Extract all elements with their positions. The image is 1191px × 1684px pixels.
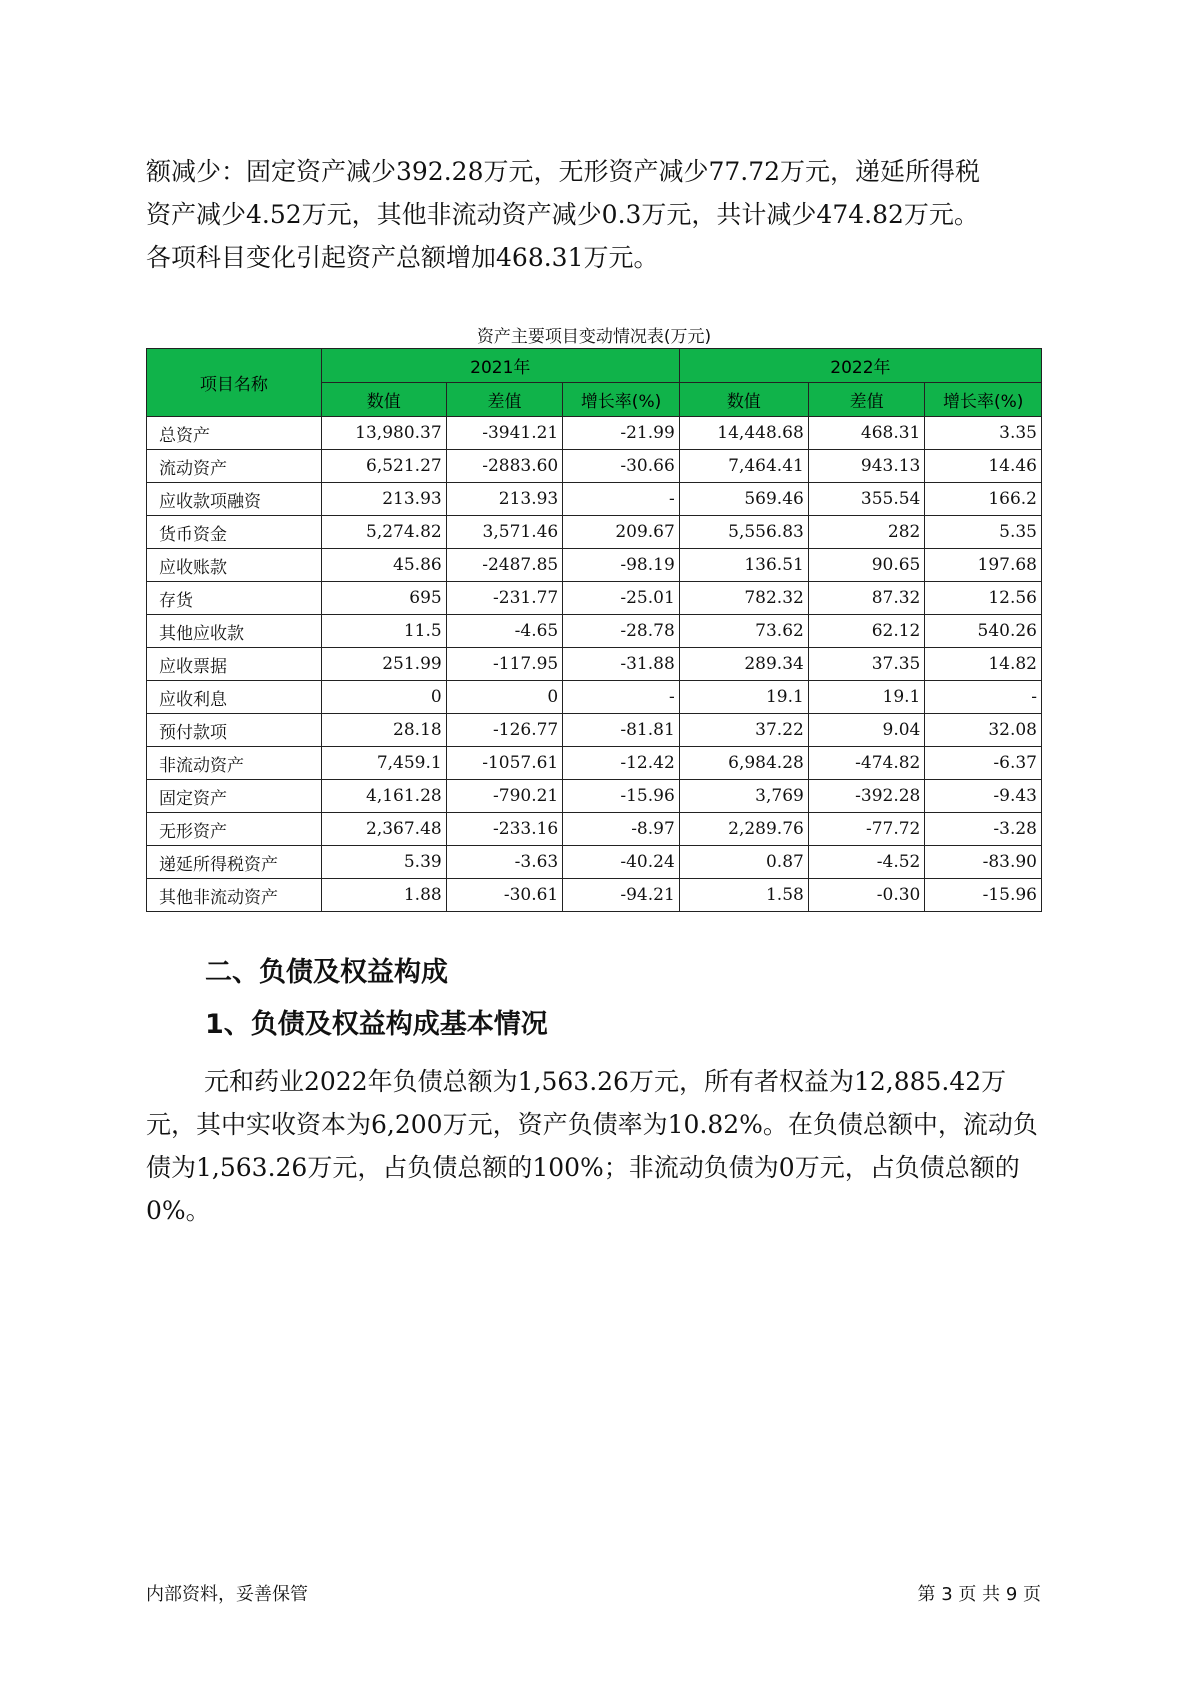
footer-page-number: 第 3 页 共 9 页 (917, 1584, 1041, 1605)
table-row (147, 516, 1042, 549)
row-value-cell: -83.90 (925, 846, 1042, 879)
header-diff-2022: 差值 (808, 383, 925, 417)
row-value-cell: 3,571.46 (446, 516, 563, 549)
row-item-name: 无形资产 (147, 813, 322, 846)
row-value-cell: 19.1 (679, 681, 808, 714)
row-value-cell: 0 (446, 681, 563, 714)
row-value-cell: 9.04 (808, 714, 925, 747)
row-value-cell: -98.19 (563, 549, 680, 582)
row-value-cell: 0 (321, 681, 446, 714)
row-value-cell: -40.24 (563, 846, 680, 879)
row-value-cell: 37.35 (808, 648, 925, 681)
row-value-cell: -3.28 (925, 813, 1042, 846)
intro-paragraph (146, 150, 1046, 279)
row-value-cell: -3941.21 (446, 417, 563, 450)
table-row (147, 483, 1042, 516)
table-row (147, 714, 1042, 747)
row-value-cell: 2,289.76 (679, 813, 808, 846)
table-row (147, 615, 1042, 648)
row-value-cell: -117.95 (446, 648, 563, 681)
row-value-cell: 213.93 (446, 483, 563, 516)
row-value-cell: -8.97 (563, 813, 680, 846)
row-item-name: 应收款项融资 (147, 483, 322, 516)
row-value-cell: -0.30 (808, 879, 925, 912)
row-value-cell: - (925, 681, 1042, 714)
header-year-2022: 2022年 (679, 349, 1041, 383)
row-value-cell: 19.1 (808, 681, 925, 714)
row-value-cell: 569.46 (679, 483, 808, 516)
header-item-name: 项目名称 (147, 349, 322, 417)
row-value-cell: 289.34 (679, 648, 808, 681)
row-value-cell: 45.86 (321, 549, 446, 582)
row-value-cell: -4.52 (808, 846, 925, 879)
table-row (147, 879, 1042, 912)
row-value-cell: 6,521.27 (321, 450, 446, 483)
asset-change-table (146, 348, 1042, 912)
row-value-cell: -392.28 (808, 780, 925, 813)
row-item-name: 存货 (147, 582, 322, 615)
row-value-cell: -790.21 (446, 780, 563, 813)
row-item-name: 货币资金 (147, 516, 322, 549)
row-value-cell: 695 (321, 582, 446, 615)
row-value-cell: -4.65 (446, 615, 563, 648)
row-value-cell: -3.63 (446, 846, 563, 879)
row-item-name: 预付款项 (147, 714, 322, 747)
row-value-cell: 943.13 (808, 450, 925, 483)
table-row (147, 747, 1042, 780)
row-value-cell: -28.78 (563, 615, 680, 648)
row-value-cell: - (563, 681, 680, 714)
row-value-cell: 1.88 (321, 879, 446, 912)
table-row (147, 582, 1042, 615)
row-value-cell: 14.82 (925, 648, 1042, 681)
section-title: 二、负债及权益构成 (205, 957, 448, 988)
row-value-cell: -231.77 (446, 582, 563, 615)
row-value-cell: 4,161.28 (321, 780, 446, 813)
row-value-cell: 5.39 (321, 846, 446, 879)
table-row (147, 846, 1042, 879)
row-value-cell: 782.32 (679, 582, 808, 615)
row-value-cell: 0.87 (679, 846, 808, 879)
row-value-cell: -94.21 (563, 879, 680, 912)
table-row (147, 417, 1042, 450)
row-value-cell: 62.12 (808, 615, 925, 648)
row-value-cell: 13,980.37 (321, 417, 446, 450)
row-value-cell: -30.61 (446, 879, 563, 912)
row-value-cell: 28.18 (321, 714, 446, 747)
row-item-name: 递延所得税资产 (147, 846, 322, 879)
row-value-cell: 197.68 (925, 549, 1042, 582)
row-value-cell: 32.08 (925, 714, 1042, 747)
row-value-cell: -126.77 (446, 714, 563, 747)
table-row (147, 648, 1042, 681)
row-value-cell: -21.99 (563, 417, 680, 450)
row-item-name: 其他应收款 (147, 615, 322, 648)
row-value-cell: 3,769 (679, 780, 808, 813)
row-value-cell: -81.81 (563, 714, 680, 747)
header-year-2021: 2021年 (321, 349, 679, 383)
row-value-cell: 6,984.28 (679, 747, 808, 780)
table-row (147, 549, 1042, 582)
header-value-2022: 数值 (679, 383, 808, 417)
row-value-cell: -2487.85 (446, 549, 563, 582)
header-value-2021: 数值 (321, 383, 446, 417)
table-row (147, 681, 1042, 714)
table-row (147, 813, 1042, 846)
intro-line-3: 各项科目变化引起资产总额增加468.31万元。 (146, 243, 659, 272)
row-value-cell: 136.51 (679, 549, 808, 582)
row-value-cell: - (563, 483, 680, 516)
row-item-name: 非流动资产 (147, 747, 322, 780)
row-value-cell: -12.42 (563, 747, 680, 780)
row-value-cell: -77.72 (808, 813, 925, 846)
footer-confidential-note: 内部资料，妥善保管 (146, 1584, 308, 1605)
row-value-cell: -15.96 (563, 780, 680, 813)
row-value-cell: 73.62 (679, 615, 808, 648)
row-value-cell: -31.88 (563, 648, 680, 681)
row-value-cell: 3.35 (925, 417, 1042, 450)
table-row (147, 450, 1042, 483)
header-diff-2021: 差值 (446, 383, 563, 417)
row-value-cell: 282 (808, 516, 925, 549)
row-item-name: 其他非流动资产 (147, 879, 322, 912)
header-growth-2021: 增长率(%) (563, 383, 680, 417)
row-value-cell: 5,274.82 (321, 516, 446, 549)
row-value-cell: 7,464.41 (679, 450, 808, 483)
table-body (147, 417, 1042, 912)
intro-line-1: 额减少：固定资产减少392.28万元，无形资产减少77.72万元，递延所得税 (146, 157, 981, 186)
row-item-name: 应收票据 (147, 648, 322, 681)
row-value-cell: 355.54 (808, 483, 925, 516)
row-value-cell: -15.96 (925, 879, 1042, 912)
row-value-cell: -9.43 (925, 780, 1042, 813)
row-value-cell: 14.46 (925, 450, 1042, 483)
row-item-name: 应收利息 (147, 681, 322, 714)
row-value-cell: 11.5 (321, 615, 446, 648)
row-value-cell: 37.22 (679, 714, 808, 747)
row-value-cell: 1.58 (679, 879, 808, 912)
row-value-cell: -6.37 (925, 747, 1042, 780)
row-item-name: 总资产 (147, 417, 322, 450)
row-value-cell: -1057.61 (446, 747, 563, 780)
row-value-cell: -2883.60 (446, 450, 563, 483)
row-value-cell: -30.66 (563, 450, 680, 483)
row-value-cell: -25.01 (563, 582, 680, 615)
row-value-cell: 5,556.83 (679, 516, 808, 549)
liability-paragraph: 元和药业2022年负债总额为1,563.26万元，所有者权益为12,885.42万元，其中实收资本为6,200万元，资产负债率为10.82%。在负债总额中，流动负债为1,563.26万元，占负债总额的100%；非流动负债为0万元，占负债总额的0%。 (146, 1067, 1038, 1225)
table-row (147, 780, 1042, 813)
row-item-name: 固定资产 (147, 780, 322, 813)
row-value-cell: 540.26 (925, 615, 1042, 648)
row-value-cell: 5.35 (925, 516, 1042, 549)
row-value-cell: -474.82 (808, 747, 925, 780)
row-value-cell: 7,459.1 (321, 747, 446, 780)
row-value-cell: 213.93 (321, 483, 446, 516)
row-value-cell: 468.31 (808, 417, 925, 450)
row-value-cell: 14,448.68 (679, 417, 808, 450)
header-growth-2022: 增长率(%) (925, 383, 1042, 417)
row-value-cell: 90.65 (808, 549, 925, 582)
row-value-cell: 12.56 (925, 582, 1042, 615)
subsection-title: 1、负债及权益构成基本情况 (205, 1009, 548, 1040)
row-value-cell: 166.2 (925, 483, 1042, 516)
intro-line-2: 资产减少4.52万元，其他非流动资产减少0.3万元，共计减少474.82万元。 (146, 200, 979, 229)
row-value-cell: 87.32 (808, 582, 925, 615)
row-value-cell: 251.99 (321, 648, 446, 681)
row-item-name: 应收账款 (147, 549, 322, 582)
table-caption: 资产主要项目变动情况表(万元) (476, 327, 712, 347)
row-item-name: 流动资产 (147, 450, 322, 483)
row-value-cell: 2,367.48 (321, 813, 446, 846)
row-value-cell: 209.67 (563, 516, 680, 549)
row-value-cell: -233.16 (446, 813, 563, 846)
